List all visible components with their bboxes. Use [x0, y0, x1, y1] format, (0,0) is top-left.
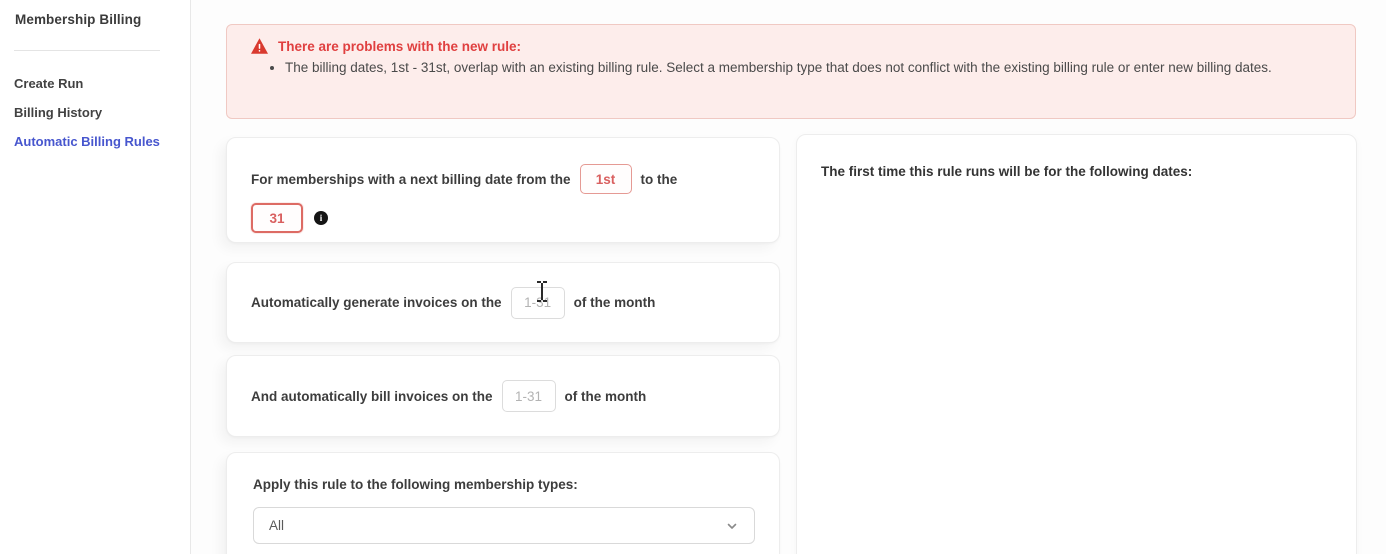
- alert-message: • The billing dates, 1st - 31st, overlap with an existing billing rule. Select a membership type that does not conflict with the existing billing rule or enter new billing dates.: [285, 57, 1323, 79]
- generate-day-input[interactable]: [511, 287, 565, 319]
- error-alert: [226, 24, 1356, 119]
- bill-day-input[interactable]: [502, 380, 556, 412]
- chevron-down-icon: [725, 519, 739, 533]
- rule-preview-title: The first time this rule runs will be for the following dates:: [821, 164, 1193, 179]
- membership-type-selected-value: All: [269, 518, 285, 533]
- info-icon[interactable]: i: [314, 211, 328, 225]
- membership-types-card: [226, 452, 780, 554]
- bill-invoices-card: [226, 355, 780, 437]
- rule-preview-panel: [796, 134, 1357, 554]
- generate-text-after: of the month: [573, 295, 656, 310]
- bill-text-after: of the month: [564, 388, 647, 404]
- alert-title: There are problems with the new rule:: [278, 38, 522, 54]
- sidebar-item-billing-history[interactable]: Billing History: [14, 105, 103, 120]
- bill-text-before: And automatically bill invoices on the: [251, 388, 493, 404]
- sidebar-item-create-run[interactable]: Create Run: [14, 76, 84, 91]
- billing-date-to-input[interactable]: [251, 203, 303, 233]
- sidebar-main-divider: [190, 0, 191, 554]
- billing-date-from-input[interactable]: [580, 164, 632, 194]
- sidebar: [0, 0, 190, 554]
- date-range-text-before: For memberships with a next billing date from the: [251, 171, 571, 187]
- membership-type-select[interactable]: [253, 507, 755, 544]
- alert-message-list: [285, 57, 1333, 79]
- membership-types-label: Apply this rule to the following membership types:: [253, 477, 578, 492]
- sidebar-title: Membership Billing: [15, 12, 142, 27]
- sidebar-divider: [14, 50, 160, 51]
- sidebar-item-automatic-billing-rules[interactable]: Automatic Billing Rules: [14, 134, 160, 149]
- warning-triangle-icon: [251, 38, 268, 54]
- generate-invoices-card: [226, 262, 780, 343]
- billing-date-range-card: [226, 137, 780, 243]
- date-range-text-between: to the: [640, 171, 678, 187]
- generate-text-before: Automatically generate invoices on the: [251, 295, 502, 310]
